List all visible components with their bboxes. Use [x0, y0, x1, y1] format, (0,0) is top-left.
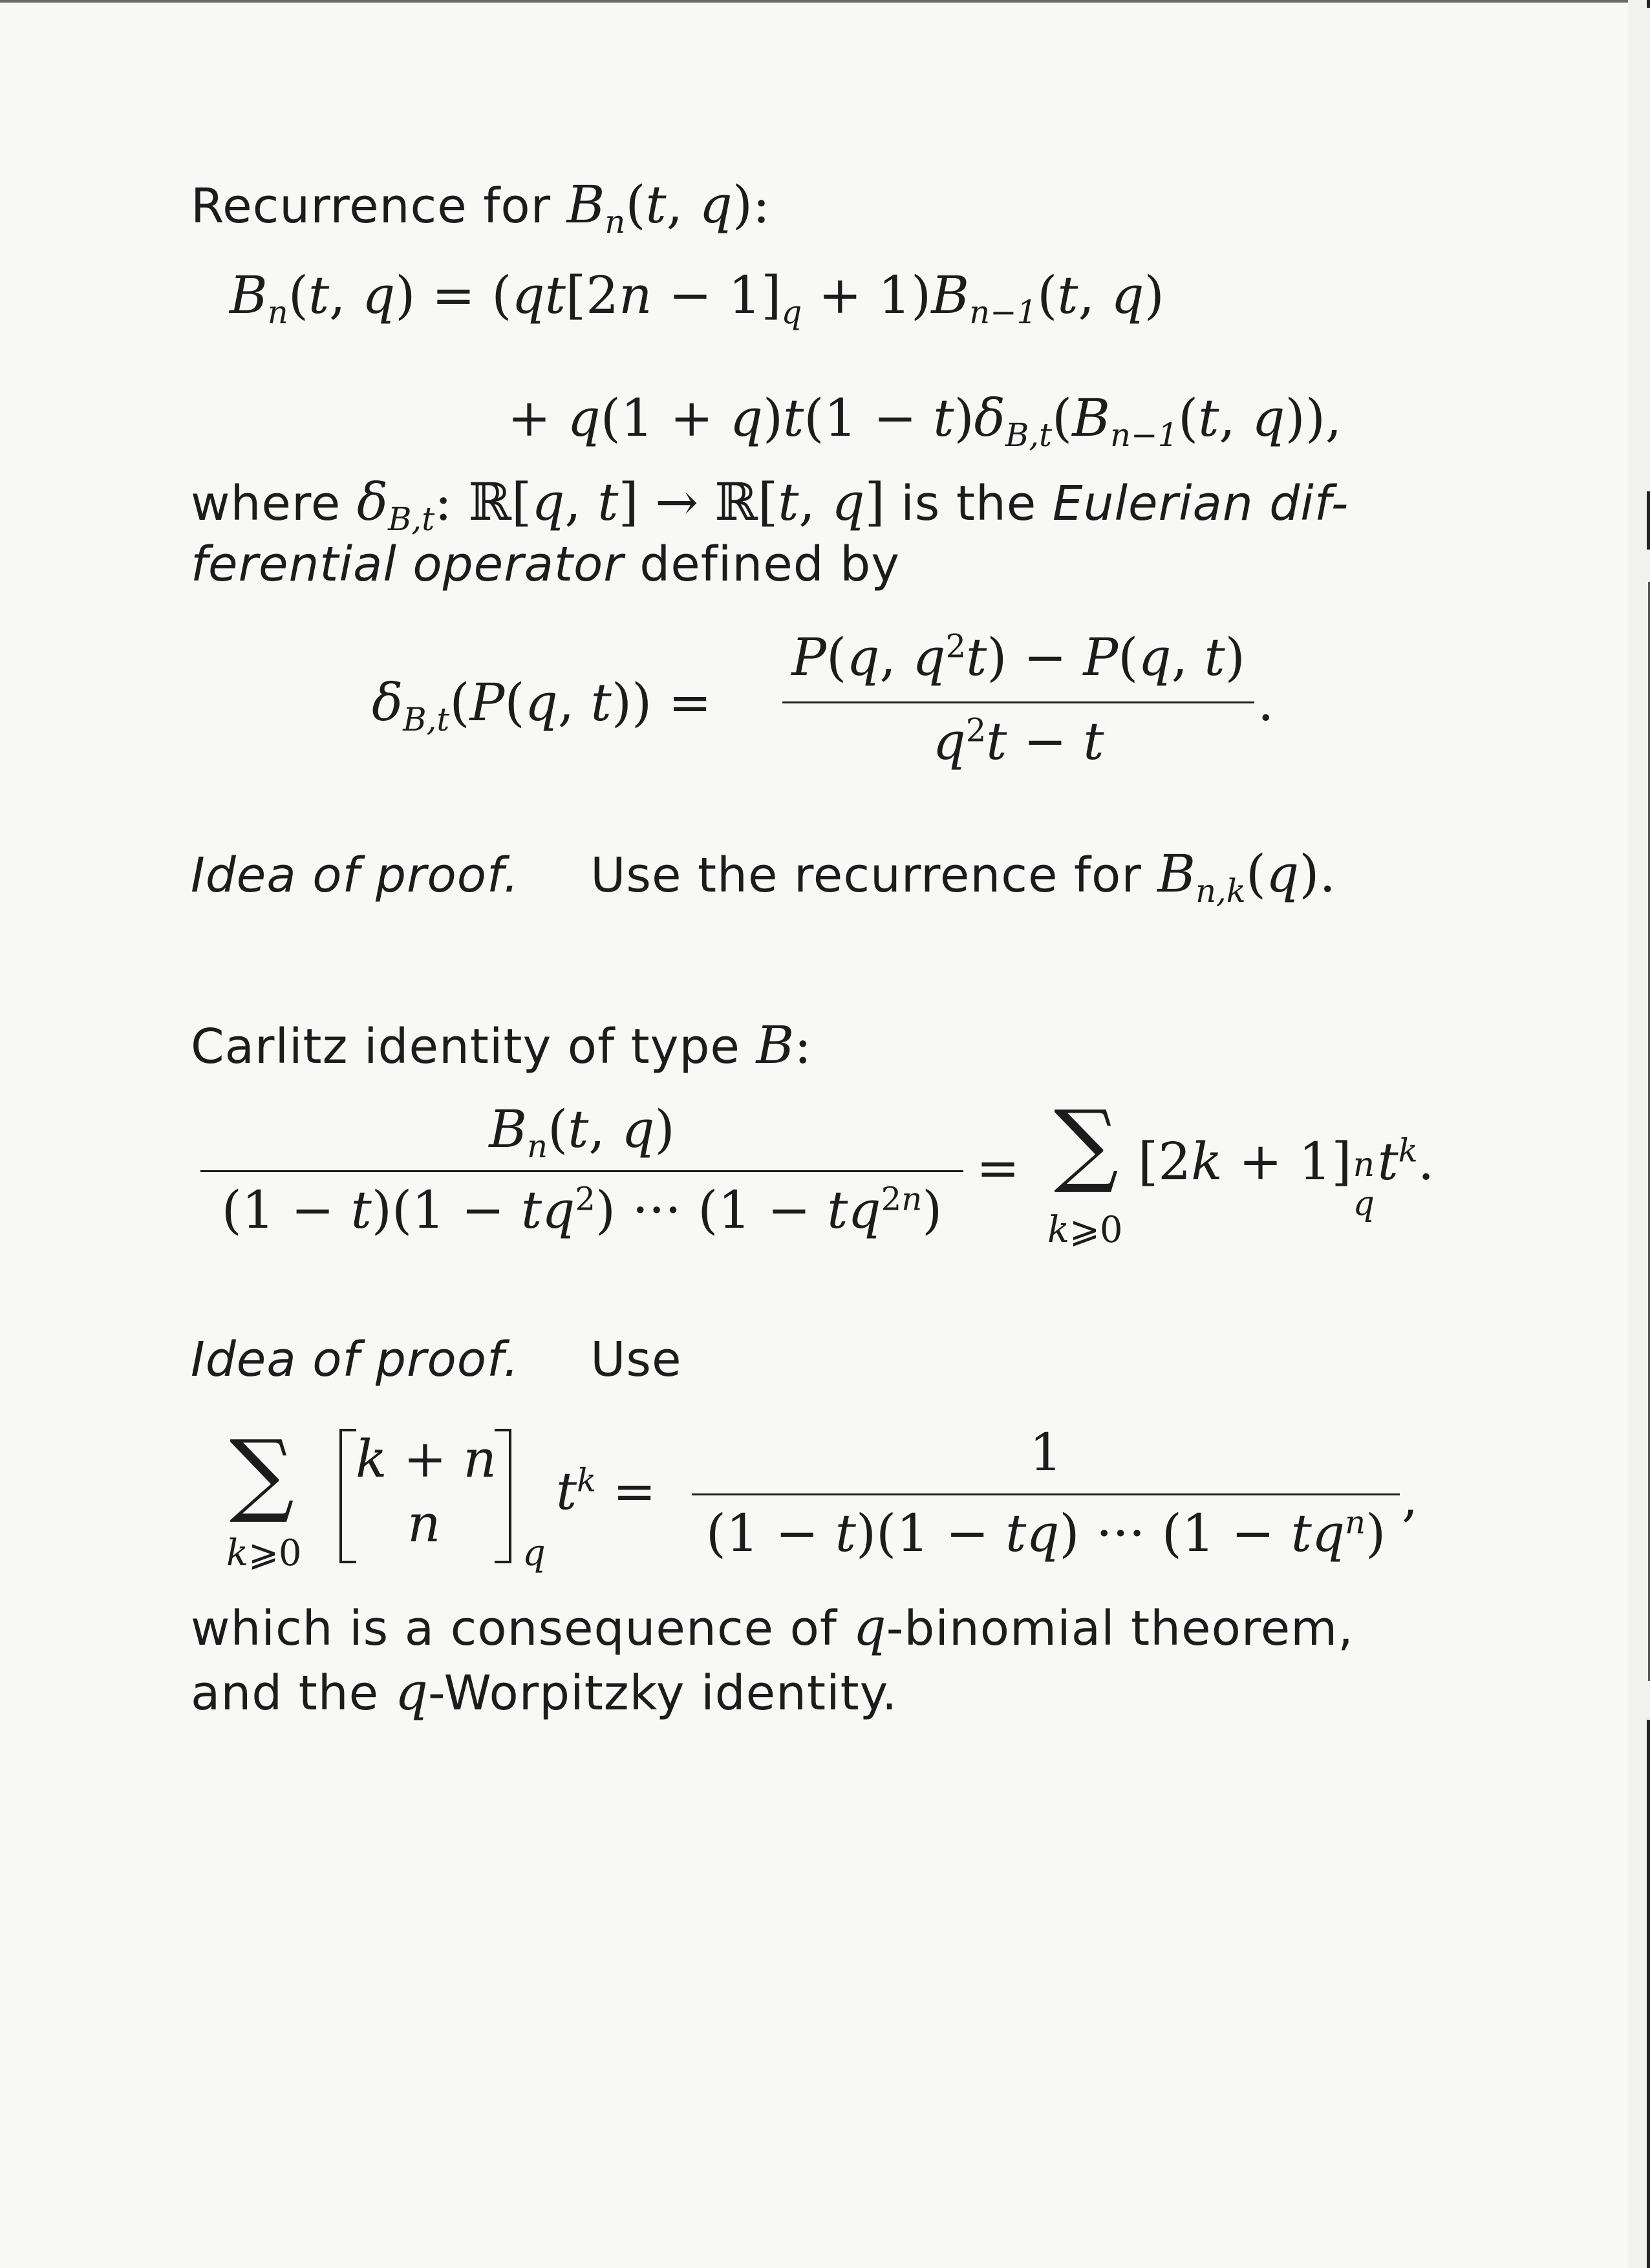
recurrence-equation-line2: + $q(1 + q)t(1 - t)\delta_{B,t}(B_{n-1}(t$, q)), [508, 388, 1342, 454]
consequence-line: which is a consequence of q-binomial theorem, [191, 1597, 1354, 1657]
carlitz-rhs: [2k + 1] n q $t^k$. [1138, 1131, 1435, 1223]
definition-denominator: $q^2t - t$ [932, 711, 1104, 771]
proof2-numerator: 1 [1029, 1422, 1062, 1482]
scan-mark [1647, 1720, 1650, 2268]
worpitzky-line: and the q-Worpitzky identity. [191, 1662, 898, 1722]
sum-symbol: ∑ [230, 1421, 294, 1526]
scan-mark [1647, 0, 1650, 8]
carlitz-heading-math: B: [756, 1015, 812, 1075]
scan-mark [1647, 491, 1650, 550]
recurrence-equation-line1: $B_n(t$, $q) = (qt[2n - 1]_q + 1)B_{n-1}(t$, q) [230, 265, 1164, 331]
carlitz-sum-index: k⩾0 [1047, 1209, 1123, 1251]
carlitz-lhs-fraction [200, 1099, 963, 1248]
fraction-bar [200, 1170, 963, 1172]
proof1-math: $B_{n,k}(q)$. [1157, 844, 1336, 910]
sum-symbol: ∑ [1054, 1091, 1119, 1197]
fraction-bar [692, 1493, 1400, 1495]
definition-fraction [782, 627, 1254, 776]
proof2-sum-index: k⩾0 [226, 1532, 302, 1574]
tk-equals: $t^k$ = [556, 1461, 656, 1521]
heading-math: $B_n(t$, q): [566, 175, 770, 241]
right-bracket [495, 1429, 511, 1563]
definition-end: . [1258, 672, 1274, 733]
proof2-line: Idea of proof. Use [191, 1332, 682, 1387]
definition-numerator: P(q, $q^2t) - P(q$, t) [791, 627, 1245, 687]
binom-top: k + n [356, 1429, 497, 1489]
left-bracket [339, 1429, 356, 1563]
carlitz-numerator: $B_n(t$, q) [489, 1099, 675, 1165]
binom-bottom: n [407, 1493, 441, 1554]
definition-lhs: $\delta_{B,t}(P(q$, t)) = [372, 672, 712, 738]
recurrence-heading: Recurrence for $B_n(t$, q): [191, 175, 770, 241]
binom-subscript: q [522, 1532, 546, 1574]
operator-line: ferential operator defined by [191, 537, 901, 592]
carlitz-denominator: $(1 - t)(1 - tq^2)$ ··· $(1 - tq^{2n})$ [221, 1180, 943, 1240]
fraction-bar [782, 701, 1254, 703]
carlitz-heading: Carlitz identity of type B: [191, 1015, 812, 1075]
where-math: $\delta_{B,t}$: ℝ[q, t] → ℝ[t, q] [356, 472, 885, 538]
carlitz-equals: = [976, 1138, 1020, 1198]
proof2-denominator: (1 − t)(1 − tq) ··· $(1 - tq^n)$ [705, 1503, 1386, 1563]
proof1-line: Idea of proof. Use the recurrence for $B_{n,k}(q)$. [191, 844, 1336, 910]
scan-top-edge [0, 0, 1650, 3]
proof2-rhs-fraction [692, 1422, 1400, 1571]
where-line: where $\delta_{B,t}$: ℝ[q, t] → ℝ[t, q] is the Eulerian dif- [191, 472, 1349, 538]
proof2-comma: , [1402, 1468, 1419, 1528]
